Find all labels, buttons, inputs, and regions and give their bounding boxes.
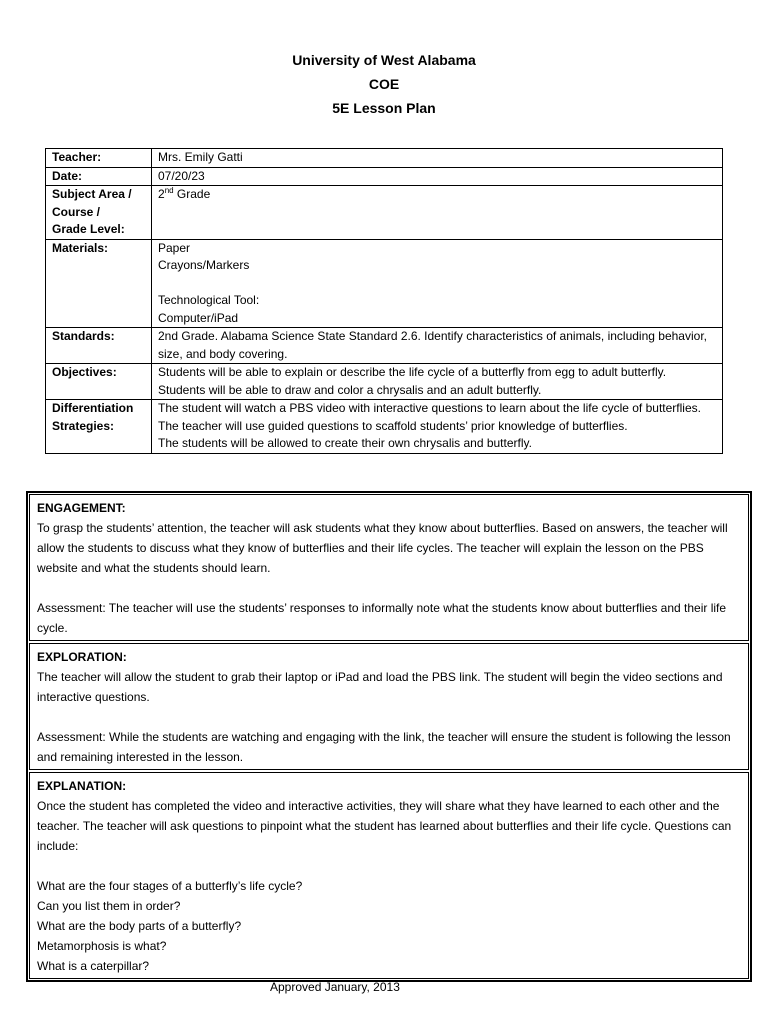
teacher-value: Mrs. Emily Gatti (152, 149, 723, 168)
differentiation-label: Differentiation Strategies: (46, 400, 152, 454)
university-name: University of West Alabama (292, 52, 476, 68)
objectives-value: Students will be able to explain or describe the life cycle of a butterfly from egg to adult butterfly. Students will be able to draw and color a chrysalis and an adult butterfly. (152, 364, 723, 400)
objectives-label: Objectives: (46, 364, 152, 400)
standards-value: 2nd Grade. Alabama Science State Standard 2.6. Identify characteristics of animals, including behavior, size, and body covering. (152, 328, 723, 364)
plan-title: 5E Lesson Plan (332, 100, 436, 116)
standards-label: Standards: (46, 328, 152, 364)
approval-footer: Approved January, 2013 (270, 980, 400, 994)
grade-text: Grade (173, 187, 211, 201)
table-row (46, 239, 723, 328)
explanation-question: Metamorphosis is what? (37, 939, 167, 953)
grade-number: 2 (158, 187, 165, 201)
explanation-question: What are the body parts of a butterfly? (37, 919, 242, 933)
grade-suffix: nd (164, 186, 174, 195)
table-row (46, 186, 723, 240)
subject-label: Subject Area / Course / Grade Level: (46, 186, 152, 240)
explanation-question: Can you list them in order? (37, 899, 181, 913)
engagement-section (29, 494, 749, 641)
explanation-heading: EXPLANATION: (37, 779, 127, 793)
table-row (46, 167, 723, 186)
engagement-body: To grasp the students’ attention, the teacher will ask students what they know about butterflies. Based on answers, the teacher will allow the students to discuss what they know of butterflies and their life cycles. The teacher will explain the lesson on the PBS website and what the students should learn. (37, 521, 728, 575)
document-header (0, 48, 768, 120)
exploration-assessment: Assessment: While the students are watching and engaging with the link, the teacher will ensure the student is following the lesson and remaining interested in the lesson. (37, 730, 731, 764)
exploration-section (29, 643, 749, 770)
date-value: 07/20/23 (152, 167, 723, 186)
explanation-question: What are the four stages of a butterfly’s life cycle? (37, 879, 303, 893)
table-row (46, 364, 723, 400)
exploration-body: The teacher will allow the student to grab their laptop or iPad and load the PBS link. The student will begin the video sections and interactive questions. (37, 670, 723, 704)
materials-value: Paper Crayons/Markers Technological Tool: Computer/iPad (152, 239, 723, 328)
date-label: Date: (46, 167, 152, 186)
table-row (46, 400, 723, 454)
explanation-body: Once the student has completed the video and interactive activities, they will share what they have learned to each other and the teacher. The teacher will ask questions to pinpoint what the student has learned about butterflies and their life cycle. Questions can include: (37, 799, 732, 853)
lesson-info-table (45, 148, 723, 454)
differentiation-value: The student will watch a PBS video with interactive questions to learn about the life cycle of butterflies. The teacher will use guided questions to scaffold students’ prior knowledge of butterflies. The students will be allowed to create their own chrysalis and butterfly. (152, 400, 723, 454)
subject-value (152, 186, 723, 240)
materials-label: Materials: (46, 239, 152, 328)
exploration-heading: EXPLORATION: (37, 650, 127, 664)
engagement-assessment: Assessment: The teacher will use the students’ responses to informally note what the students know about butterflies and their life cycle. (37, 601, 727, 635)
explanation-question: What is a caterpillar? (37, 959, 150, 973)
lesson-sections (26, 491, 752, 982)
table-row (46, 328, 723, 364)
teacher-label: Teacher: (46, 149, 152, 168)
engagement-heading: ENGAGEMENT: (37, 501, 126, 515)
table-row (46, 149, 723, 168)
college-name: COE (368, 76, 400, 92)
explanation-section (29, 772, 749, 979)
